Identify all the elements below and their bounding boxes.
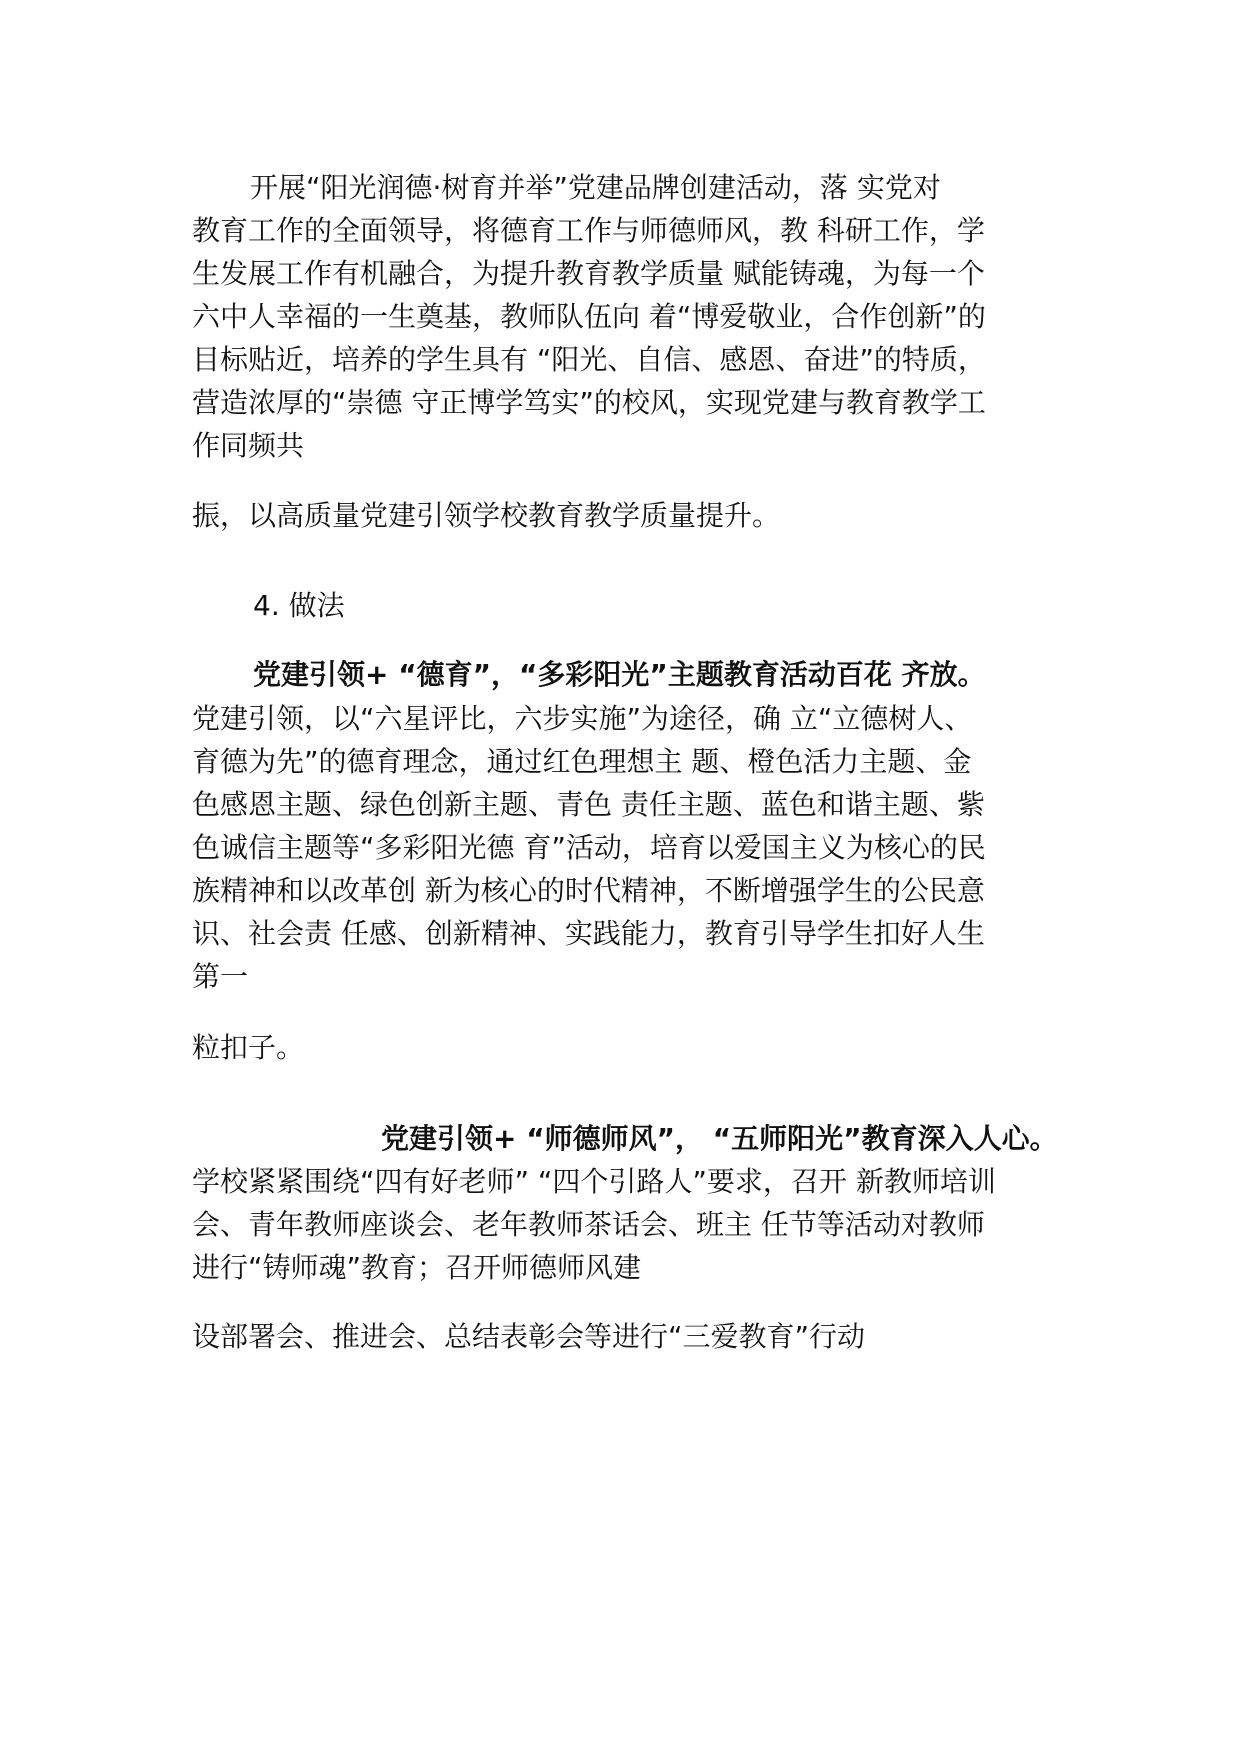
text-line: 教育工作的全面领导，将德育工作与师德师风，教 科研工作，学 [192, 214, 985, 247]
text-line: 进行“铸师魂”教育；召开师德师风建 [192, 1251, 642, 1284]
text-line: 作同频共 [192, 429, 305, 462]
section-heading: 4. 做法 [253, 589, 345, 622]
subheading-teacher-ethics: 党建引领+ “师德师风”， “五师阳光”教育深入人心。 [381, 1122, 1058, 1155]
text-line: 生发展工作有机融合，为提升教育教学质量 赋能铸魂，为每一个 [192, 257, 985, 290]
text-line: 学校紧紧围绕“四有好老师” “四个引路人”要求，召开 新教师培训 [192, 1165, 996, 1198]
text-line: 识、社会责 任感、创新精神、实践能力，教育引导学生扣好人生 [192, 917, 985, 950]
text-line: 第一 [192, 960, 249, 993]
text-line: 育德为先”的德育理念，通过红色理想主 题、橙色活力主题、金 [192, 745, 972, 778]
text-line: 振，以高质量党建引领学校教育教学质量提升。 [192, 499, 781, 532]
text-line: 营造浓厚的“崇德 守正博学笃实”的校风，实现党建与教育教学工 [192, 386, 986, 419]
text-line: 六中人幸福的一生奠基，教师队伍向 着“博爱敬业，合作创新”的 [192, 300, 986, 333]
text-line: 粒扣子。 [192, 1031, 305, 1064]
text-line: 色诚信主题等“多彩阳光德 育”活动，培育以爱国主义为核心的民 [192, 831, 986, 864]
text-line: 会、青年教师座谈会、老年教师茶话会、班主 任节等活动对教师 [192, 1208, 985, 1241]
text-line: 目标贴近，培养的学生具有 “阳光、自信、感恩、奋进”的特质， [192, 343, 986, 376]
text-line: 族精神和以改革创 新为核心的时代精神，不断增强学生的公民意 [192, 874, 985, 907]
text-line: 色感恩主题、绿色创新主题、青色 责任主题、蓝色和谐主题、紫 [192, 788, 985, 821]
text-line: 开展“阳光润德·树育并举”党建品牌创建活动，落 实党对 [250, 171, 941, 204]
subheading-moral-education: 党建引领+ “德育”，“多彩阳光”主题教育活动百花 齐放。 [253, 658, 986, 691]
text-line: 党建引领，以“六星评比，六步实施”为途径，确 立“立德树人、 [192, 702, 973, 735]
text-line: 设部署会、推进会、总结表彰会等进行“三爱教育”行动 [192, 1320, 866, 1353]
